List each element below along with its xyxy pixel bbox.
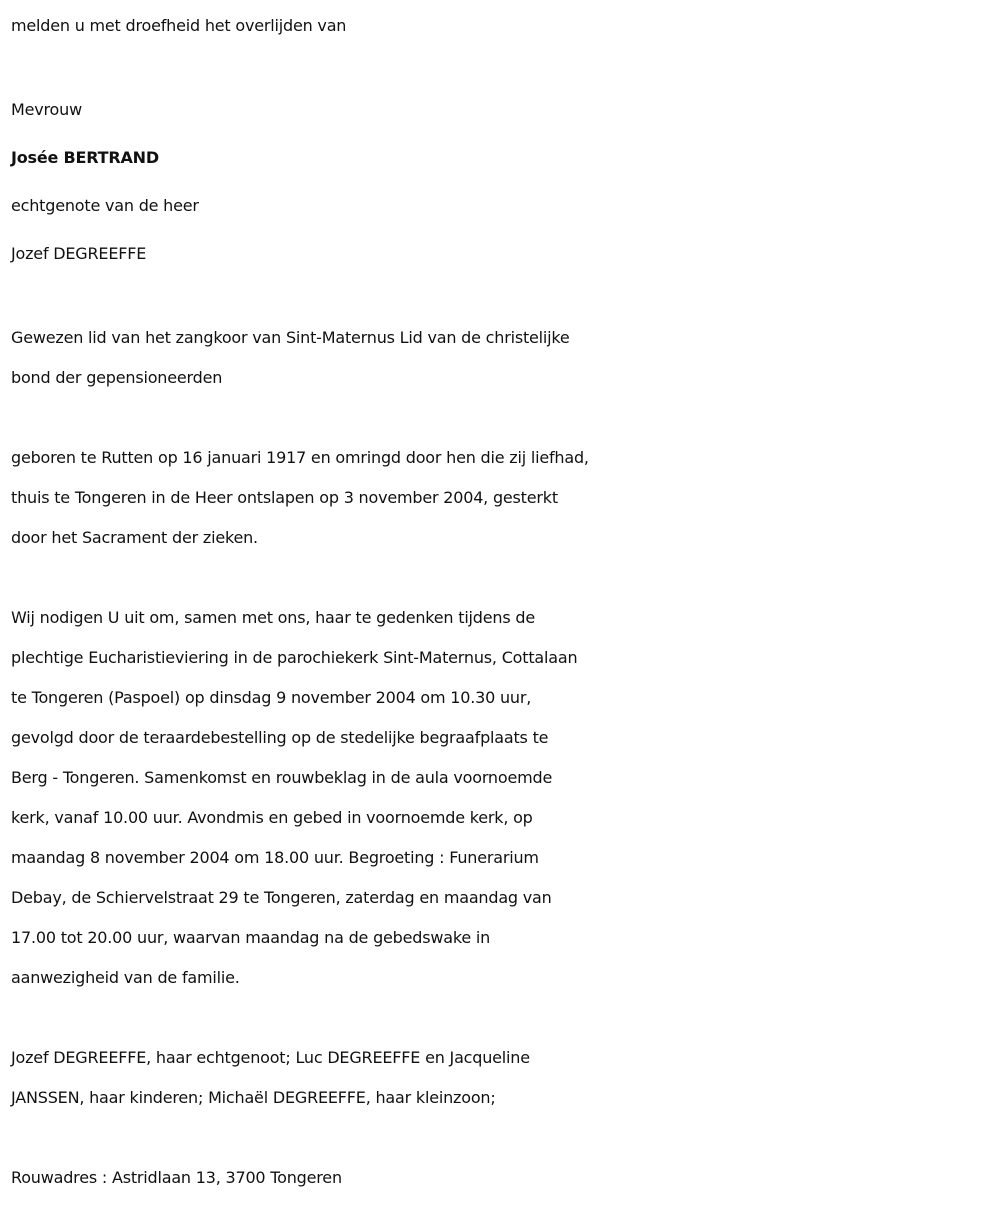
obituary-notice [11, 0, 991, 1198]
birth-line: geboren te Rutten op 16 januari 1917 en omringd door hen die zij liefhad, [11, 448, 589, 467]
membership-line: bond der gepensioneerden [11, 368, 223, 387]
membership-paragraph [11, 318, 991, 398]
spacer [11, 398, 991, 438]
ceremony-paragraph [11, 598, 991, 998]
ceremony-line: Debay, de Schiervelstraat 29 te Tongeren, zaterdag en maandag van [11, 888, 552, 907]
birth-line: door het Sacrament der zieken. [11, 528, 258, 547]
ceremony-line: Berg - Tongeren. Samenkomst en rouwbeklag in de aula voornoemde [11, 768, 553, 787]
ceremony-line: te Tongeren (Paspoel) op dinsdag 9 november 2004 om 10.30 uur, [11, 688, 532, 707]
deceased-name: Josée BERTRAND [11, 148, 159, 167]
membership-line: Gewezen lid van het zangkoor van Sint-Maternus Lid van de christelijke [11, 328, 570, 347]
birth-death-paragraph [11, 438, 991, 558]
spacer [11, 558, 991, 598]
spacer [11, 46, 991, 86]
ceremony-line: gevolgd door de teraardebestelling op de stedelijke begraafplaats te [11, 728, 549, 747]
mourning-address: Rouwadres : Astridlaan 13, 3700 Tongeren [11, 1168, 342, 1187]
family-line: Jozef DEGREEFFE, haar echtgenoot; Luc DEGREEFFE en Jacqueline [11, 1048, 530, 1067]
relation-text: echtgenote van de heer [11, 196, 199, 215]
intro-text: melden u met droefheid het overlijden van [11, 16, 347, 35]
family-paragraph [11, 1038, 991, 1118]
spouse-name: Jozef DEGREEFFE [11, 244, 147, 263]
ceremony-line: 17.00 tot 20.00 uur, waarvan maandag na de gebedswake in [11, 928, 491, 947]
birth-line: thuis te Tongeren in de Heer ontslapen op 3 november 2004, gesterkt [11, 488, 558, 507]
ceremony-line: maandag 8 november 2004 om 18.00 uur. Begroeting : Funerarium [11, 848, 539, 867]
ceremony-line: plechtige Eucharistieviering in de parochiekerk Sint-Maternus, Cottalaan [11, 648, 578, 667]
spacer [11, 1118, 991, 1158]
ceremony-line: kerk, vanaf 10.00 uur. Avondmis en gebed in voornoemde kerk, op [11, 808, 533, 827]
ceremony-line: aanwezigheid van de familie. [11, 968, 240, 987]
family-line: JANSSEN, haar kinderen; Michaël DEGREEFFE, haar kleinzoon; [11, 1088, 496, 1107]
ceremony-line: Wij nodigen U uit om, samen met ons, haar te gedenken tijdens de [11, 608, 535, 627]
deceased-block [11, 86, 991, 278]
honorific: Mevrouw [11, 100, 82, 119]
spacer [11, 998, 991, 1038]
spacer [11, 278, 991, 318]
